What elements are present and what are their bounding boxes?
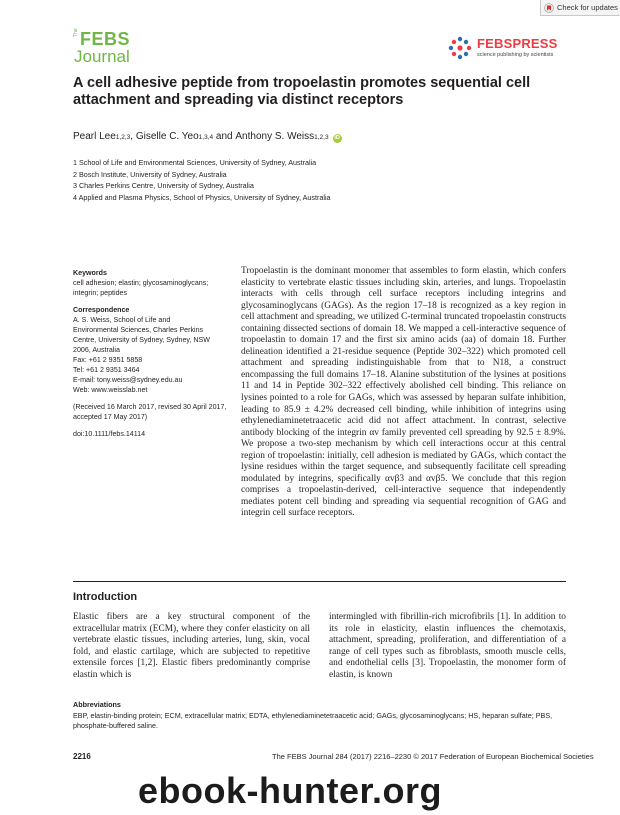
febs-press-dots-icon: [447, 35, 473, 61]
author-name[interactable]: Giselle C. Yeo: [135, 131, 199, 142]
correspondence-fax: Fax: +61 2 9351 5858: [73, 356, 143, 364]
febs-journal-logo: [73, 29, 143, 69]
page-number: 2216: [73, 752, 91, 761]
correspondence-heading: Correspondence: [73, 306, 130, 314]
doi-link[interactable]: doi:10.1111/febs.14114: [73, 430, 146, 438]
correspondence-email[interactable]: E-mail: tony.weiss@sydney.edu.au: [73, 376, 183, 384]
journal-citation-footer: The FEBS Journal 284 (2017) 2216–2230 © 2017 Federation of European Biochemical Societies: [272, 752, 594, 761]
article-title: A cell adhesive peptide from tropoelastin promotes sequential cell attachment and spreading via distinct receptors: [73, 75, 531, 108]
watermark-text: ebook-hunter.org: [138, 770, 442, 811]
febs-press-title: FEBSPRESS: [477, 36, 558, 51]
correspondence-line: A. S. Weiss, School of Life and: [73, 316, 171, 324]
author-affiliation-marker: 1,2,3: [115, 134, 131, 141]
correspondence-line: Environmental Sciences, Charles Perkins: [73, 326, 204, 334]
affiliation-item: 2 Bosch Institute, University of Sydney, Australia: [73, 169, 227, 179]
affiliation-item: 4 Applied and Plasma Physics, School of Physics, University of Sydney, Australia: [73, 192, 331, 202]
author-name[interactable]: Anthony S. Weiss: [235, 131, 315, 142]
author-list: [73, 131, 543, 143]
logo-febs: FEBS: [80, 29, 131, 49]
author-separator: and: [213, 131, 236, 142]
check-for-updates-icon: [544, 3, 554, 13]
abbreviations-heading: Abbreviations: [73, 700, 121, 709]
logo-the: The: [73, 28, 79, 37]
author-name[interactable]: Pearl Lee: [73, 131, 116, 142]
introduction-column-2: intermingled with fibrillin-rich microfibrils [1]. In addition to its role in elasticity, elastin influences the chemotaxis, attachment, spreading, proliferation, and differentiation of a range of cell types such as fibroblasts, smooth muscle cells, and endothelial cells [3]. Tropoelastin, the monomer form of elastin, is known: [329, 612, 566, 680]
introduction-column-1: Elastic fibers are a key structural component of the extracellular matrix (ECM), where they confer elasticity on all vertebrate elastic tissues, including arteries, lung, skin, vocal fold, and elastic cartilage, which are subjected to repetitive extensile forces [1,2]. Elastic fibers predominantly comprise elastin which is: [73, 612, 310, 680]
febs-press-logo: [445, 34, 565, 64]
keywords-heading: Keywords: [73, 269, 107, 277]
article-sidebar: [73, 268, 233, 439]
author-separator: ,: [130, 131, 136, 142]
check-for-updates-label: Check for updates: [557, 3, 618, 12]
affiliation-item: 1 School of Life and Environmental Sciences, University of Sydney, Australia: [73, 158, 317, 167]
received-dates: (Received 16 March 2017, revised 30 April 2017, accepted 17 May 2017): [73, 403, 227, 421]
correspondence-line: Centre, University of Sydney, Sydney, NSW: [73, 336, 210, 344]
correspondence-web[interactable]: Web: www.weisslab.net: [73, 386, 148, 394]
section-divider: [73, 581, 566, 582]
febs-press-tagline: science publishing by scientists: [477, 52, 554, 58]
logo-journal: Journal: [74, 47, 130, 66]
abbreviations-text: EBP, elastin-binding protein; ECM, extracellular matrix; EDTA, ethylenediaminetetraacetic acid; GAGs, glycosaminoglycans; HS, heparan sulfate; PBS, phosphate-buffered saline.: [73, 711, 553, 730]
orcid-icon[interactable]: iD: [334, 135, 340, 141]
correspondence-tel: Tel: +61 2 9351 3464: [73, 366, 140, 374]
correspondence-line: 2006, Australia: [73, 346, 120, 354]
check-for-updates-badge[interactable]: [540, 0, 620, 16]
introduction-heading: Introduction: [73, 591, 138, 603]
affiliation-item: 3 Charles Perkins Centre, University of Sydney, Australia: [73, 181, 254, 190]
author-affiliation-marker: 1,3,4: [198, 134, 214, 141]
affiliation-list: [73, 157, 543, 203]
keywords-text: cell adhesion; elastin; glycosaminoglycans; integrin; peptides: [73, 279, 209, 297]
abstract-text: Tropoelastin is the dominant monomer that assembles to form elastin, which confers elasticity to vertebrate elastic tissues including skin, arteries, and lungs. Tropoelastin interacts with cells through cell surface receptors including integrins and glycosaminoglycans (GAGs). As the region 17–18 is recognized as a key region in cell attachment and spreading, we utilized C-terminal truncated tropoelastin constructs containing dissected sections of domain 18. We mapped a cell-interactive sequence of tropoelastin to domain 17 and the first six amino acids (aa) of domain 18. Further delineation identified a 21-residue sequence (Peptide 302–322) which promoted cell attachment and spreading indistinguishable from that to N18, a construct encompassing the full domains 17–18. Alanine substitution of the lysines at positions 11 and 14 in Peptide 302–322 effectively abolished cell binding. This reliance on lysines pointed to a role for GAGs, which was assessed by heparan sulfate inhibition, leading to 85.9 ± 4.2% decreased cell binding, while inhibition of integrins using ethylenediaminetetraacetic acid did not affect attachment. In contrast, selective antibody blocking of the integrin αv family prevented cell spreading by 92.5 ± 8.9%. We propose a two-step mechanism by which cell interactions occur at this central region of tropoelastin: initially, cell adhesion is mediated by GAGs, which contact the lysine residues within the target sequence, and subsequently facilitate cell spreading modulated by integrins, specifically αvβ3 and αvβ5. We conclude that this region comprises a tropoelastin-derived, cell-interactive sequence that independently mediates potent cell binding and spreading via sequential recognition of GAG and integrin cell surface receptors.: [241, 266, 566, 519]
author-affiliation-marker: 1,2,3: [314, 134, 329, 141]
